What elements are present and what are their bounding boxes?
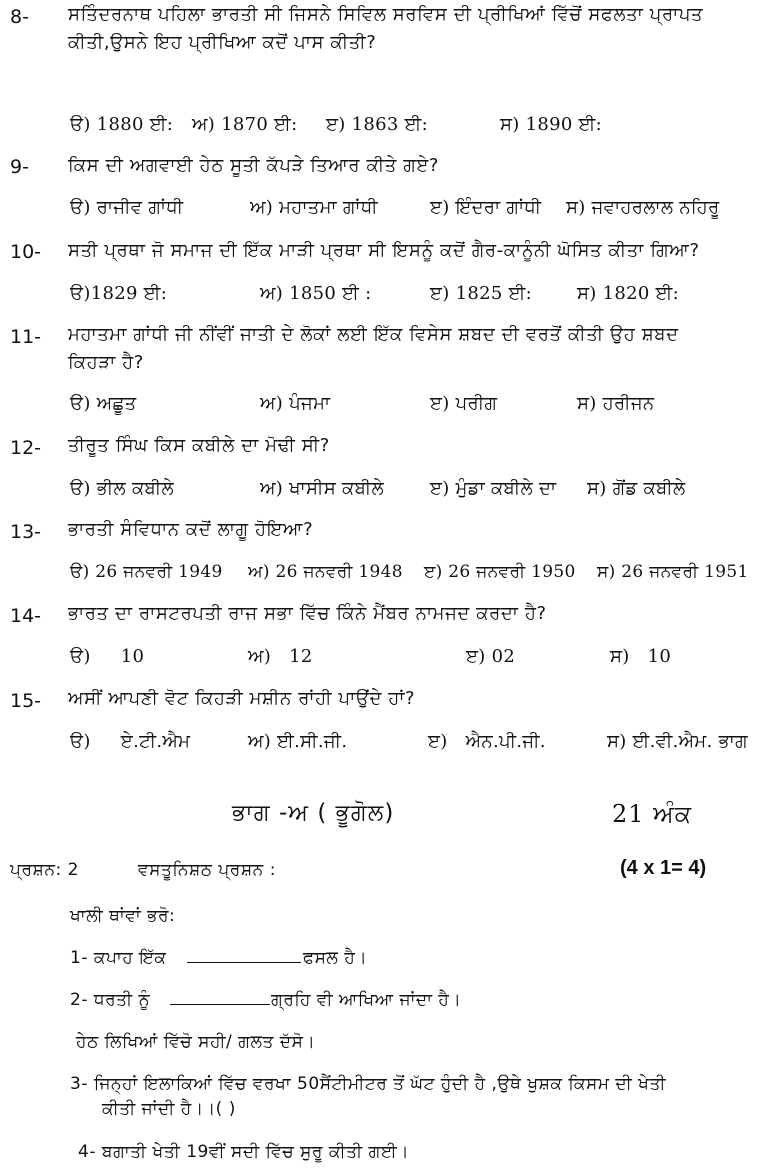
question-text: ਸਤਿੰਦਰਨਾਥ ਪਹਿਲਾ ਭਾਰਤੀ ਸੀ ਜਿਸਨੇ ਸਿਵਿਲ ਸਰਵਿਸ ਦੀ ਪ੍ਰੀਖਿਆਂ ਵਿੱਚੋਂ ਸਫਲਤਾ ਪ੍ਰਾਪਤ	[68, 4, 704, 25]
question-number: 11-	[10, 326, 42, 348]
option-b: ਅ) 26 ਜਨਵਰੀ 1948	[248, 562, 403, 582]
item-text: ਕੀਤੀ ਜਾਂਦੀ ਹੈ।।( )	[102, 1099, 236, 1119]
question-2-score: (4 x 1= 4)	[620, 857, 707, 879]
option-b: ਅ) ਪੰਜਮਾ	[260, 393, 331, 414]
question-number: 14-	[10, 605, 42, 627]
item-text: 2- ਧਰਤੀ ਨੂੰ	[70, 990, 151, 1010]
option-c: ੲ) ਇੰਦਰਾ ਗਾਂਧੀ	[430, 197, 542, 218]
option-d: ਸ) ਗੋਂਡ ਕਬੀਲੇ	[587, 478, 686, 499]
option-c: ੲ) 02	[466, 646, 516, 667]
blank-line	[187, 962, 301, 963]
option-b: ਅ) ਖਾਸੀਸ ਕਬੀਲੇ	[260, 478, 384, 499]
question-number: 9-	[10, 156, 29, 178]
question-text: ਭਾਰਤ ਦਾ ਰਾਸਟਰਪਤੀ ਰਾਜ ਸਭਾ ਵਿੱਚ ਕਿੰਨੇ ਮੈਂਬਰ ਨਾਮਜਦ ਕਰਦਾ ਹੈ?	[68, 603, 547, 624]
option-b: ਅ) 12	[248, 646, 313, 667]
option-c: ੲ) 1863 ਈ:	[326, 114, 429, 135]
question-text: ਸਤੀ ਪ੍ਰਥਾ ਜੋ ਸਮਾਜ ਦੀ ਇੱਕ ਮਾੜੀ ਪ੍ਰਥਾ ਸੀ ਇਸਨੂੰ ਕਦੋਂ ਗੈਰ-ਕਾਨੂੰਨੀ ਘੋਸਿਤ ਕੀਤਾ ਗਿਆ?	[68, 240, 700, 261]
option-d: ਸ) ਈ.ਵੀ.ਐਮ. ਭਾਗ	[607, 731, 748, 752]
option-d: ਸ) ਹਰੀਜਨ	[577, 393, 655, 414]
option-a: ੳ) 26 ਜਨਵਰੀ 1949	[70, 562, 223, 582]
option-a: ੳ) 10	[70, 646, 145, 667]
option-d: ਸ) ਜਵਾਹਰਲਾਲ ਨਹਿਰੂ	[566, 197, 720, 218]
option-b: ਅ) ਮਹਾਤਮਾ ਗਾਂਧੀ	[250, 197, 378, 218]
item-text: 3- ਜਿਨ੍ਹਾਂ ਇਲਾਕਿਆਂ ਵਿੱਚ ਵਰਖਾ 50ਸੈਂਟੀਮੀਟਰ ਤੋਂ ਘੱਟ ਹੁੰਦੀ ਹੈ ,ਉਥੇ ਖੁਸ਼ਕ ਕਿਸਮ ਦੀ ਖੇਤੀ	[70, 1074, 666, 1094]
question-number: 12-	[10, 437, 42, 459]
option-d: ਸ) 10	[610, 646, 672, 667]
question-text: ਭਾਰਤੀ ਸੰਵਿਧਾਨ ਕਦੋਂ ਲਾਗੂ ਹੋਇਆ?	[68, 519, 314, 540]
question-number: 13-	[10, 521, 42, 543]
question-text: ਅਸੀਂ ਆਪਣੀ ਵੋਟ ਕਿਹੜੀ ਮਸ਼ੀਨ ਰਾਂਹੀ ਪਾਉਂਦੇ ਹਾਂ?	[68, 688, 416, 709]
item-text: 1- ਕਪਾਹ ਇੱਕ	[70, 948, 167, 968]
option-d: ਸ) 1820 ਈ:	[577, 283, 680, 304]
option-c: ੲ) ਪਰੀਗ	[430, 393, 498, 414]
option-c: ੲ) ਮੁੰਡਾ ਕਬੀਲੇ ਦਾ	[430, 478, 557, 499]
option-a: ੳ) ਅਛੂਤ	[70, 393, 137, 414]
question-text: ਤੀਰੂਤ ਸਿੰਘ ਕਿਸ ਕਬੀਲੇ ਦਾ ਮੋਢੀ ਸੀ?	[68, 435, 330, 456]
option-c: ੲ) 1825 ਈ:	[430, 283, 533, 304]
fill-blanks-heading: ਖਾਲੀ ਥਾਂਵਾਂ ਭਰੋ:	[70, 906, 176, 926]
option-d: ਸ) 1890 ਈ:	[500, 114, 603, 135]
question-text: ਕਿਸ ਦੀ ਅਗਵਾਈ ਹੇਠ ਸੂਤੀ ਕੱਪੜੇ ਤਿਆਰ ਕੀਤੇ ਗਏ?	[68, 155, 440, 176]
option-a: ੳ) 1880 ਈ:	[70, 114, 174, 135]
question-number: 8-	[10, 6, 29, 28]
option-a: ੳ) ਏ.ਟੀ.ਐਮ	[70, 731, 191, 752]
option-c: ੲ) 26 ਜਨਵਰੀ 1950	[424, 562, 576, 582]
option-b: ਅ) 1850 ਈ :	[260, 283, 372, 304]
blank-line	[170, 1004, 270, 1005]
section-title: ਭਾਗ -ਅ ( ਭੂਗੋਲ)	[232, 800, 395, 826]
question-number: 15-	[10, 690, 42, 712]
option-a: ੳ) ਭੀਲ ਕਬੀਲੇ	[70, 478, 174, 499]
question-2-label: ਪ੍ਰਸ਼ਨ: 2	[10, 860, 79, 880]
question-2-heading: ਵਸਤੂਨਿਸ਼ਠ ਪ੍ਰਸ਼ਨ :	[138, 860, 276, 880]
question-text: ਮਹਾਤਮਾ ਗਾਂਧੀ ਜੀ ਨੀਂਵੀਂ ਜਾਤੀ ਦੇ ਲੋਕਾਂ ਲਈ ਇੱਕ ਵਿਸੇਸ ਸ਼ਬਦ ਦੀ ਵਰਤੋਂ ਕੀਤੀ ਉਹ ਸ਼ਬਦ	[68, 324, 679, 345]
true-false-item-4: 4- ਬਗਾਤੀ ਖੇਤੀ 19ਵੀਂ ਸਦੀ ਵਿੱਚ ਸੁਰੂ ਕੀਤੀ ਗਈ।	[78, 1142, 410, 1162]
question-text: ਕੀਤੀ,ਉਸਨੇ ਇਹ ਪ੍ਰੀਖਿਆ ਕਦੋਂ ਪਾਸ ਕੀਤੀ?	[68, 32, 377, 53]
option-d: ਸ) 26 ਜਨਵਰੀ 1951	[597, 562, 749, 582]
option-a: ੳ)1829 ਈ:	[70, 283, 168, 304]
item-text: ਗ੍ਰਹਿ ਵੀ ਆਖਿਆ ਜਾਂਦਾ ਹੈ।	[271, 990, 462, 1010]
option-c: ੲ) ਐਨ.ਪੀ.ਜੀ.	[428, 731, 546, 752]
option-b: ਅ) ਈ.ਸੀ.ਜੀ.	[248, 731, 348, 752]
option-b: ਅ) 1870 ਈ:	[192, 114, 298, 135]
question-text: ਕਿਹੜਾ ਹੈ?	[68, 352, 144, 373]
item-text: ਫਸਲ ਹੈ।	[303, 948, 368, 968]
option-a: ੳ) ਰਾਜੀਵ ਗਾਂਧੀ	[70, 197, 184, 218]
question-number: 10-	[10, 241, 42, 263]
section-marks: 21 ਅੰਕ	[612, 800, 693, 828]
true-false-heading: ਹੇਠ ਲਿਖਿਆਂ ਵਿੱਚੋ ਸਹੀ/ ਗਲਤ ਦੱਸੋ।	[76, 1032, 316, 1052]
